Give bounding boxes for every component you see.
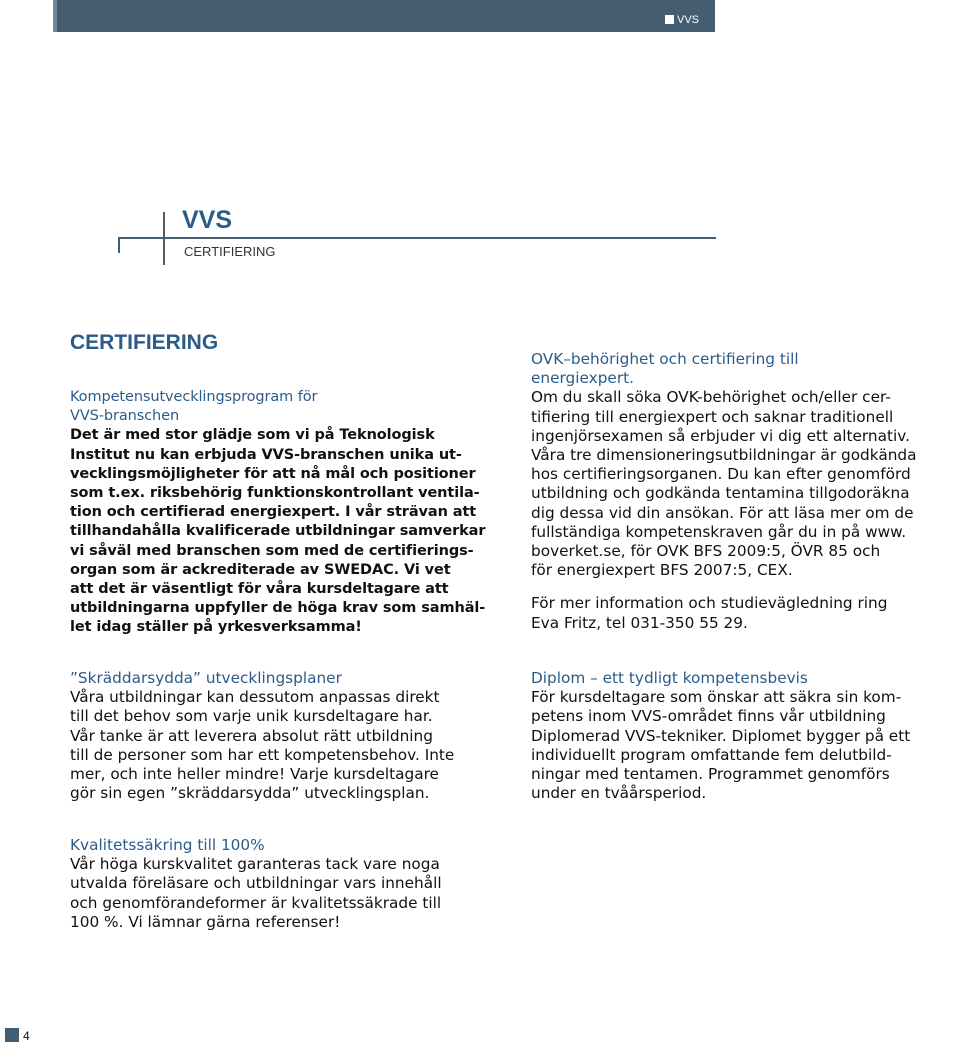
page-number-text: 4: [23, 1029, 30, 1043]
article-line: mer, och inte heller mindre! Varje kursdeltagare: [70, 765, 439, 784]
ovk-article: [531, 350, 960, 633]
section-title: VVS: [182, 206, 233, 234]
article-line: utbildningarna uppfyller de höga krav som samhäl-: [70, 600, 486, 617]
banner-section-text: VVS: [676, 14, 699, 26]
article-line: Om du skall söka OVK-behörighet och/eller cer-: [531, 388, 891, 407]
article-line: Det är med stor glädje som vi på Teknologisk: [70, 427, 435, 444]
article-heading-line: Kompetensutvecklingsprogram för: [70, 389, 318, 405]
quality-article: [70, 836, 490, 932]
article-line: hos certifieringsorganen. Du kan efter genomförd: [531, 465, 911, 484]
article-line: till det behov som varje unik kursdeltagare har.: [70, 707, 433, 726]
article-heading-line: ”Skräddarsydda” utvecklingsplaner: [70, 669, 342, 687]
article-line: För kursdeltagare som önskar att säkra sin kom-: [531, 688, 902, 707]
section-rule-tick: [118, 237, 120, 253]
article-line: att det är väsentligt för våra kursdeltagare att: [70, 581, 449, 598]
article-line: utbildning och godkända tentamina tillgodoräkna: [531, 484, 910, 503]
diploma-article: [531, 669, 960, 803]
article-line: till de personer som har ett kompetensbehov. Inte: [70, 745, 455, 764]
article-line: dig dessa vid din ansökan. För att läsa mer om de: [531, 503, 914, 522]
article-line: Våra utbildningar kan dessutom anpassas direkt: [70, 688, 440, 707]
article-line: gör sin egen ”skräddarsydda” utvecklingsplan.: [70, 784, 430, 803]
banner-stripe: [53, 0, 57, 32]
article-line: och genomförandeformer är kvalitetssäkrade till: [70, 893, 442, 912]
tailored-plans-article: [70, 669, 490, 803]
article-line: utvalda föreläsare och utbildningar vars innehåll: [70, 874, 442, 893]
article-line: vi såväl med branschen som med de certifierings-: [70, 542, 474, 559]
article-line: Vår höga kurskvalitet garanteras tack vare noga: [70, 855, 440, 874]
article-heading-line: Diplom – ett tydligt kompetensbevis: [531, 669, 808, 687]
article-line: fullständiga kompetenskraven går du in på www.: [531, 522, 907, 541]
banner-notch: [40, 0, 53, 32]
article-line: Våra tre dimensioneringsutbildningar är godkända: [531, 446, 917, 465]
article-line: För mer information och studievägledning ring: [531, 594, 888, 613]
article-heading-line: VVS-branschen: [70, 408, 180, 425]
article-line: Diplomerad VVS-tekniker. Diplomet bygger på ett: [531, 726, 911, 745]
page-heading: CERTIFIERING: [70, 331, 219, 354]
article-line: individuellt program omfattande fem delutbild-: [531, 745, 892, 764]
section-subtitle: CERTIFIERING: [184, 244, 276, 259]
intro-article: [70, 388, 510, 638]
article-line: tifiering till energiexpert och saknar traditionell: [531, 407, 894, 426]
article-line: vecklingsmöjligheter för att nå mål och positioner: [70, 465, 476, 482]
square-bullet-icon: [5, 1028, 19, 1042]
section-horizontal-rule: [118, 237, 716, 239]
article-line: 100 %. Vi lämnar gärna referenser!: [70, 912, 341, 931]
article-line: ingenjörsexamen så erbjuder vi dig ett alternativ.: [531, 426, 910, 445]
article-line: Eva Fritz, tel 031-350 55 29.: [531, 613, 748, 632]
article-line: som t.ex. riksbehörig funktionskontrollant ventila-: [70, 485, 480, 502]
banner-section-label: [665, 14, 699, 26]
top-banner: [40, 0, 715, 32]
article-line: ningar med tentamen. Programmet genomförs: [531, 765, 890, 784]
article-line: tillhandahålla kvalificerade utbildningar samverkar: [70, 523, 486, 540]
article-heading-line: energiexpert.: [531, 369, 634, 388]
article-heading-line: OVK–behörighet och certifiering till: [531, 350, 799, 368]
article-line: under en tvåårsperiod.: [531, 784, 707, 803]
article-heading-line: Kvalitetssäkring till 100%: [70, 836, 265, 854]
article-line: petens inom VVS-området finns vår utbildning: [531, 707, 886, 726]
article-line: Institut nu kan erbjuda VVS-branschen unika ut-: [70, 446, 462, 463]
page-number: [5, 1028, 30, 1043]
article-line: Vår tanke är att leverera absolut rätt utbildning: [70, 726, 433, 745]
article-line: let idag ställer på yrkesverksamma!: [70, 619, 362, 636]
square-bullet-icon: [665, 15, 674, 24]
article-line: organ som är ackrediterade av SWEDAC. Vi vet: [70, 561, 451, 578]
article-line: för energiexpert BFS 2007:5, CEX.: [531, 561, 793, 580]
paragraph-gap: [531, 580, 960, 594]
article-line: tion och certifierad energiexpert. I vår strävan att: [70, 504, 477, 521]
article-line: boverket.se, för OVK BFS 2009:5, ÖVR 85 och: [531, 542, 881, 561]
